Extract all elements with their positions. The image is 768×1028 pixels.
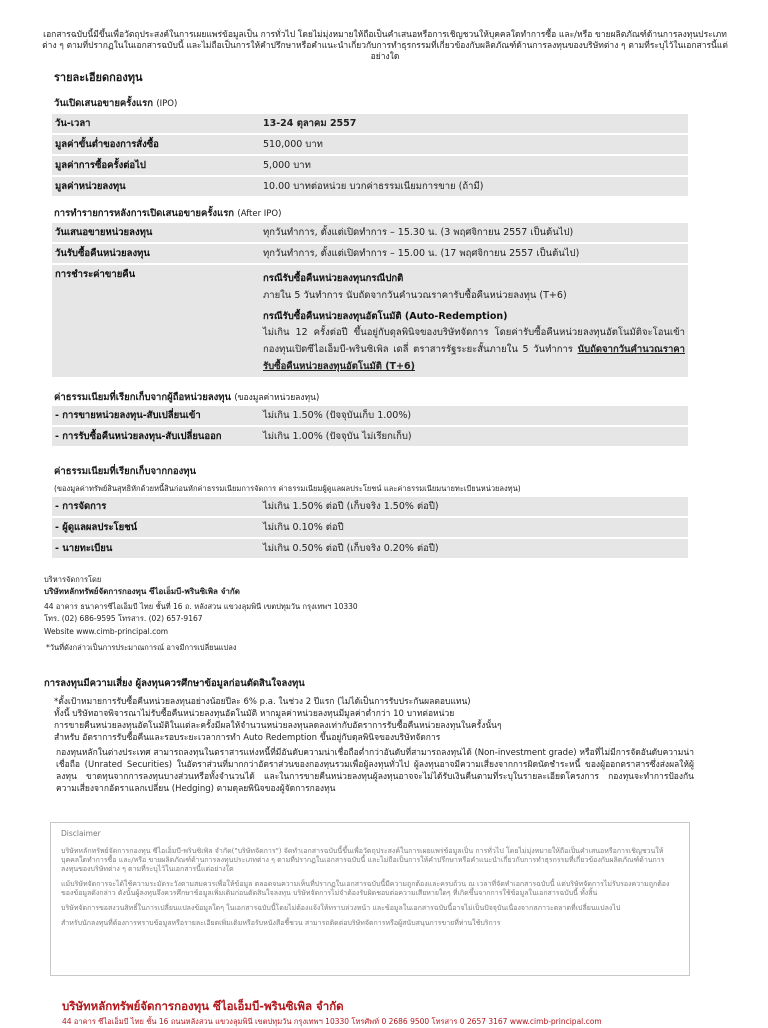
- redemption-day-key: วันรับซื้อคืนหน่วยลงทุน: [52, 244, 260, 263]
- table-row: [52, 539, 688, 558]
- managed-by-label: บริหารจัดการโดย: [44, 575, 102, 584]
- date-estimate-note: *วันที่ดังกล่าวเป็นการประมาณการณ์ อาจมีการเปลี่ยนแปลง: [46, 642, 237, 652]
- table-row: [52, 177, 688, 196]
- subscription-day-value: ทุกวันทำการ, ตั้งแต่เปิดทำการ – 15.30 น. (3 พฤศจิกายน 2557 เป็นต้นไป): [260, 223, 688, 242]
- table-row: [52, 406, 688, 425]
- subscription-fee-key: - การขายหน่วยลงทุน-สับเปลี่ยนเข้า: [52, 406, 260, 425]
- normal-redemption-text: ภายใน 5 วันทำการ นับถัดจากวันคำนวณราคารับซื้อคืนหน่วยลงทุน (T+6): [263, 290, 567, 301]
- unitholder-fees-section-title: [54, 390, 319, 405]
- payment-key: การชำระค่าขายคืน: [52, 265, 260, 377]
- disclaimer-paragraph: บริษัทหลักทรัพย์จัดการกองทุน ซีไอเอ็มบี-พรินซิเพิล จำกัด("บริษัทจัดการ") จัดทำเอกสารฉบับนี้ขึ้นเพื่อวัตถุประสงค์ในการเผยแพร่ข้อมูลเป็น การทั่วไป โดยไม่มุ่งหมายให้ถือเป็นคำเสนอหรือการเชิญชวนให้บุคคลใดทำการซื้อ และ/หรือ ขายผลิตภัณฑ์ด้านการลงทุนประเภทต่าง ๆ ตามที่ปรากฏในเอกสารฉบับนี้ และไม่ถือเป็นการให้คำปรึกษาหรือคำแนะนำเกี่ยวกับการทำธุรกรรมที่เกี่ยวข้องกับผลิตภัณฑ์ด้านการลงทุนของบริษัทต่าง ๆ ตามที่ระบุไว้ในเอกสารนี้แต่อย่างใด: [61, 847, 665, 873]
- auto-redemption-title: กรณีรับซื้อคืนหน่วยลงทุนอัตโนมัติ (Auto-Redemption): [263, 311, 508, 322]
- unitholder-fees-title: ค่าธรรมเนียมที่เรียกเก็บจากผู้ถือหน่วยลงทุน: [54, 392, 232, 403]
- manager-website[interactable]: Website www.cimb-principal.com: [44, 627, 169, 636]
- footer-company-name: บริษัทหลักทรัพย์จัดการกองทุน ซีไอเอ็มบี-พรินซิเพิล จำกัด: [62, 999, 344, 1013]
- table-row: [52, 244, 688, 263]
- redemption-fee-key: - การรับซื้อคืนหน่วยลงทุน-สับเปลี่ยนออก: [52, 427, 260, 446]
- risk-line: สำหรับ อัตราการรับซื้อคืนและรอบระยะเวลาการทำ Auto Redemption ขึ้นอยู่กับดุลพินิจของบริษัทจัดการ: [54, 733, 441, 743]
- disclaimer-paragraph: สำหรับนักลงทุนที่ต้องการทราบข้อมูลหรือรายละเอียดเพิ่มเติมหรือรับหนังสือชี้ชวน สามารถติดต่อบริษัทจัดการหรือผู้สนับสนุนการขายที่ท่านใช้บริการ: [61, 919, 501, 927]
- disclaimer-box: [50, 822, 690, 976]
- risk-line: ทั้งนี้ บริษัทอาจพิจารณาไม่รับซื้อคืนหน่วยลงทุนอัตโนมัติ หากมูลค่าหน่วยลงทุนมีมูลค่าต่ำกว่า 10 บาทต่อหน่วย: [54, 709, 455, 719]
- trustee-fee-key: - ผู้ดูแลผลประโยชน์: [52, 518, 260, 537]
- ipo-section-title: [54, 96, 177, 111]
- after-ipo-section-title: [54, 206, 281, 221]
- table-row: [52, 223, 688, 242]
- ipo-min-order-value: 510,000 บาท: [260, 135, 688, 154]
- table-row: [52, 518, 688, 537]
- risk-line: *ตั้งเป้าหมายการรับซื้อคืนหน่วยลงทุนอย่างน้อยปีละ 6% p.a. ในช่วง 2 ปีแรก (ไม่ได้เป็นการรับประกันผลตอบแทน): [54, 697, 471, 707]
- table-row: [52, 265, 688, 377]
- disclaimer-paragraph: แม้บริษัทจัดการจะได้ใช้ความระมัดระวังตามสมควรเพื่อให้ข้อมูล ตลอดจนความเห็นที่ปรากฏในเอกสารฉบับนี้มีความถูกต้องและครบถ้วน ณ เวลาที่จัดทำเอกสารฉบับนี้ แต่บริษัทจัดการไม่รับรองความถูกต้องของข้อมูลดังกล่าว ดังนั้นผู้ลงทุนจึงควรศึกษาข้อมูลเพิ่มเติมก่อนตัดสินใจลงทุน บริษัทจัดการไม่จำต้องรับผิดชอบต่อความเสียหายใดๆ ที่เกิดขึ้นจากการใช้ข้อมูลในเอกสารฉบับนี้ ทั้งสิ้น: [61, 880, 670, 897]
- payment-value: [260, 265, 688, 377]
- after-ipo-table: [52, 221, 688, 379]
- disclaimer-paragraph: บริษัทจัดการขอสงวนสิทธิ์ในการเปลี่ยนแปลงข้อมูลใดๆ ในเอกสารฉบับนี้โดยไม่ต้องแจ้งให้ทราบล่วงหน้า และข้อมูลในเอกสารฉบับนี้อาจไม่เป็นปัจจุบันเนื่องจากสภาวะตลาดที่เปลี่ยนแปลงไป: [61, 904, 621, 912]
- fund-details-title: รายละเอียดกองทุน: [54, 71, 143, 84]
- risk-block: [54, 696, 694, 795]
- management-fee-key: - การจัดการ: [52, 497, 260, 516]
- table-row: [52, 156, 688, 175]
- table-row: [52, 427, 688, 446]
- auto-redemption-text: [263, 324, 685, 375]
- auto-redemption-underline: นับถัดจากวันคำนวณราคารับซื้อคืนหน่วยลงทุนอัตโนมัติ (T+6): [263, 344, 685, 372]
- ipo-min-order-key: มูลค่าขั้นต่ำของการสั่งซื้อ: [52, 135, 260, 154]
- table-row: [52, 135, 688, 154]
- unitholder-fees-suffix: (ของมูลค่าหน่วยลงทุน): [234, 393, 320, 403]
- manager-block: [44, 574, 358, 653]
- management-fee-value: ไม่เกิน 1.50% ต่อปี (เก็บจริง 1.50% ต่อปี): [260, 497, 688, 516]
- registrar-fee-key: - นายทะเบียน: [52, 539, 260, 558]
- ipo-unit-value-key: มูลค่าหน่วยลงทุน: [52, 177, 260, 196]
- disclaimer-title: Disclaimer: [61, 829, 101, 838]
- unitholder-fees-table: [52, 404, 688, 448]
- ipo-title: วันเปิดเสนอขายครั้งแรก: [54, 98, 153, 109]
- footer-address: 44 อาคาร ซีไอเอ็มบี ไทย ชั้น 16 ถนนหลังสวน แขวงลุมพินี เขตปทุมวัน กรุงเทพฯ 10330 โทรศัพท์ 0 2686 9500 โทรสาร 0 2657 3167 www.cimb-principal.com: [62, 1017, 602, 1026]
- normal-redemption-title: กรณีรับซื้อคืนหน่วยลงทุนกรณีปกติ: [263, 273, 404, 284]
- ipo-next-order-key: มูลค่าการซื้อครั้งต่อไป: [52, 156, 260, 175]
- risk-paragraph: กองทุนหลักในต่างประเทศ สามารถลงทุนในตราสารแห่งหนี้ที่มีอันดับความน่าเชื่อถือต่ำกว่าอันดับที่สามารถลงทุนได้ (Non-investment grade) หรือที่ไม่มีการจัดอันดับความน่าเชื่อถือ (Unrated Securities) ในอัตราส่วนที่มากกว่าอัตราส่วนของกองทุนรวมเพื่อผู้ลงทุนทั่วไป ผู้ลงทุนอาจมีความเสี่ยงจากการผิดนัดชำระหนี้ ของผู้ออกตราสารซึ่งส่งผลให้ผู้ลงทุน ขาดทุนจากการลงทุนบางส่วนหรือทั้งจำนวนได้ และในการขายคืนหน่วยลงทุนผู้ลงทุนอาจจะไม่ได้รับเงินคืนตามที่ระบุในรายละเอียดโครงการ กองทุนจะทำการป้องกันความเสี่ยงจากอัตราแลกเปลี่ยน (Hedging) ตามดุลยพินิจของผู้จัดการกองทุน: [56, 748, 694, 794]
- after-ipo-title-suffix: (After IPO): [237, 209, 282, 219]
- auto-redemption-body: ไม่เกิน 12 ครั้งต่อปี ขึ้นอยู่กับดุลพินิจของบริษัทจัดการ โดยค่ารับซื้อคืนหน่วยลงทุนอัตโนมัติจะโอนเข้ากองทุนเปิดซีไอเอ็มบี-พรินซิเพิล เดลี่ ตราสารรัฐระยะสั้นภายใน 5 วันทำการ: [263, 327, 685, 355]
- intro-text: เอกสารฉบับนี้มีขึ้นเพื่อวัตถุประสงค์ในการเผยแพร่ข้อมูลเป็น การทั่วไป โดยไม่มุ่งหมายให้ถือเป็นคำเสนอหรือการเชิญชวนให้บุคคลใดทำการซื้อ และ/หรือ ขายผลิตภัณฑ์ด้านการลงทุนประเภทต่าง ๆ ตามที่ปรากฏในในเอกสารฉบับนี้ และไม่ถือเป็นการให้คำปรึกษาหรือคำแนะนำเกี่ยวกับการทำธุรกรรมที่เกี่ยวข้องกับผลิตภัณฑ์ด้านการลงทุนของบริษัทต่าง ๆ ตามที่ระบุไว้ในเอกสารนี้แต่อย่างใด: [42, 30, 728, 62]
- after-ipo-title: การทำรายการหลังการเปิดเสนอขายครั้งแรก: [54, 208, 235, 219]
- ipo-title-suffix: (IPO): [156, 99, 178, 109]
- subscription-day-key: วันเสนอขายหน่วยลงทุน: [52, 223, 260, 242]
- ipo-unit-value-value: 10.00 บาทต่อหน่วย บวกค่าธรรมเนียมการขาย (ถ้ามี): [260, 177, 688, 196]
- subscription-fee-value: ไม่เกิน 1.50% (ปัจจุบันเก็บ 1.00%): [260, 406, 688, 425]
- table-row: [52, 114, 688, 133]
- manager-address: 44 อาคาร ธนาคารซีไอเอ็มบี ไทย ชั้นที่ 16 ถ. หลังสวน แขวงลุมพินี เขตปทุมวัน กรุงเทพฯ 10330: [44, 602, 358, 611]
- risk-line: การขายคืนหน่วยลงทุนอัตโนมัติในแต่ละครั้งมีผลให้จำนวนหน่วยลงทุนลดลงเท่ากับอัตราการรับซื้อคืนหน่วยลงทุนในครั้งนั้นๆ: [54, 721, 502, 731]
- ipo-table: [52, 112, 688, 198]
- registrar-fee-value: ไม่เกิน 0.50% ต่อปี (เก็บจริง 0.20% ต่อปี): [260, 539, 688, 558]
- manager-name: บริษัทหลักทรัพย์จัดการกองทุน ซีไอเอ็มบี-พรินซิเพิล จำกัด: [44, 586, 240, 596]
- fund-fees-table: [52, 495, 688, 560]
- ipo-date-key: วัน-เวลา: [52, 114, 260, 133]
- trustee-fee-value: ไม่เกิน 0.10% ต่อปี: [260, 518, 688, 537]
- risk-title: การลงทุนมีความเสี่ยง ผู้ลงทุนควรศึกษาข้อมูลก่อนตัดสินใจลงทุน: [44, 678, 305, 689]
- fund-fees-title: ค่าธรรมเนียมที่เรียกเก็บจากกองทุน: [54, 466, 196, 477]
- redemption-day-value: ทุกวันทำการ, ตั้งแต่เปิดทำการ – 15.00 น. (17 พฤศจิกายน 2557 เป็นต้นไป): [260, 244, 688, 263]
- ipo-date-value: 13-24 ตุลาคม 2557: [260, 114, 688, 133]
- redemption-fee-value: ไม่เกิน 1.00% (ปัจจุบัน ไม่เรียกเก็บ): [260, 427, 688, 446]
- ipo-next-order-value: 5,000 บาท: [260, 156, 688, 175]
- fund-fees-note: (ของมูลค่าทรัพย์สินสุทธิหักด้วยหนี้สินก่อนหักค่าธรรมเนียมการจัดการ ค่าธรรมเนียมผู้ดูแลผลประโยชน์ และค่าธรรมเนียมนายทะเบียนหน่วยลงทุน): [54, 484, 521, 493]
- table-row: [52, 497, 688, 516]
- manager-phone: โทร. (02) 686-9595 โทรสาร. (02) 657-9167: [44, 613, 203, 623]
